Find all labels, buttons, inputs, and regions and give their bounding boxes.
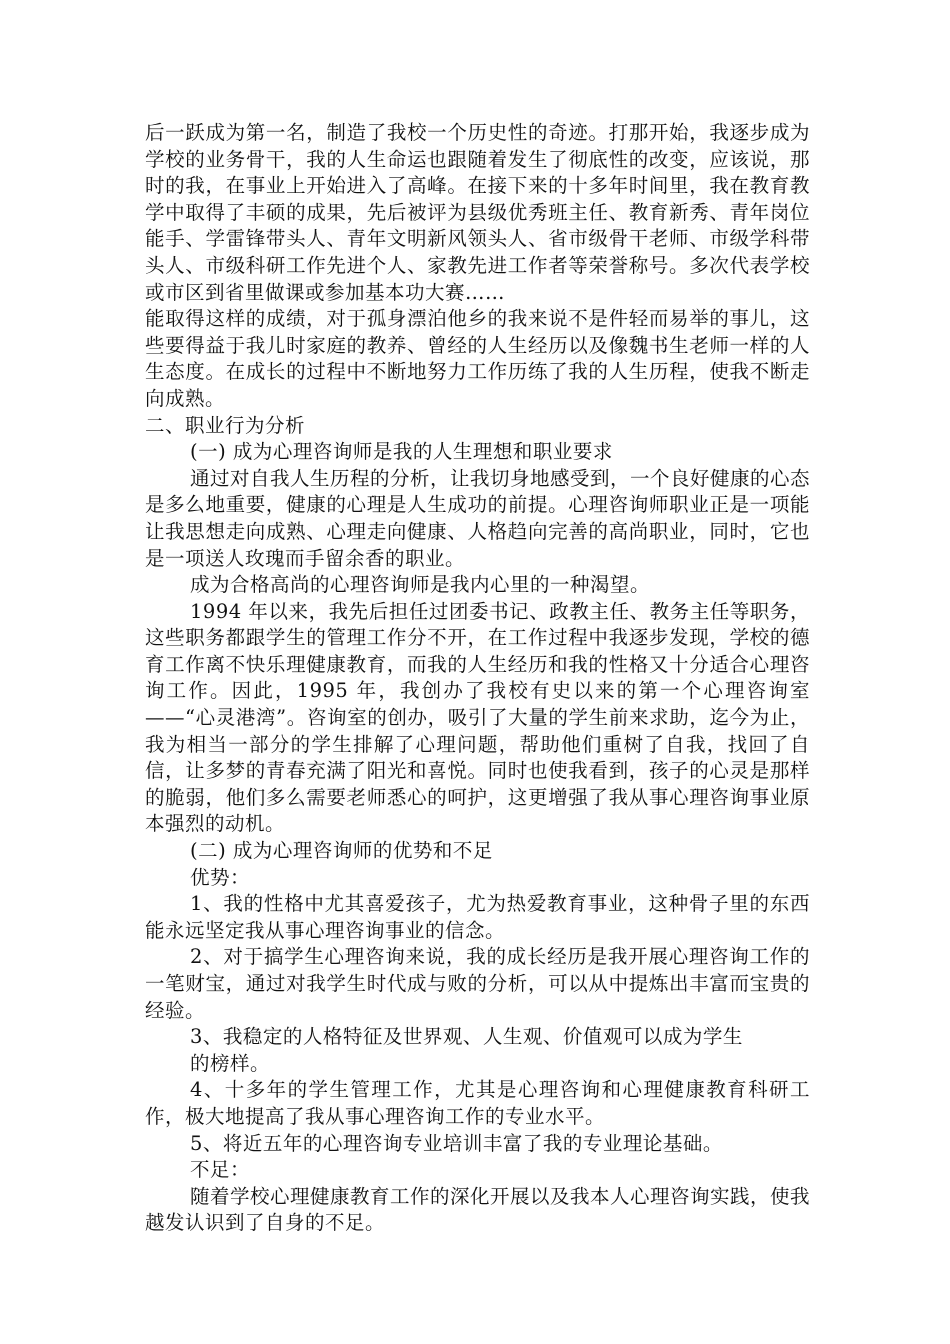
strength-item-3: 3、我稳定的人格特征及世界观、人生观、价值观可以成为学生 — [190, 1025, 743, 1049]
strength-item-2: 2、对于搞学生心理咨询来说，我的成长经历是我开展心理咨询工作的一笔财宝，通过对我学生时代成与败的分析，可以从中提炼出丰富而宝贵的经验。 — [145, 945, 810, 1022]
strength-item-3-continued: 的榜样。 — [190, 1051, 271, 1075]
paragraph-self-analysis: 通过对自我人生历程的分析，让我切身地感受到，一个良好健康的心态是多么地重要，健康的心理是人生成功的前提。心理咨询师职业正是一项能让我思想走向成熟、心理走向健康、人格趋向完善的高尚职业，同时，它也是一项送人玫瑰而手留余香的职业。 — [145, 466, 811, 570]
paragraph-reflection: 能取得这样的成绩，对于孤身漂泊他乡的我来说不是件轻而易举的事儿，这些要得益于我儿时家庭的教养、曾经的人生经历以及像魏书生老师一样的人生态度。在成长的过程中不断地努力工作历练了我的人生历程，使我不断走向成熟。 — [145, 307, 810, 410]
paragraph-aspiration: 成为合格高尚的心理咨询师是我内心里的一种渴望。 — [190, 573, 651, 597]
subsection-heading-2: (二) 成为心理咨询师的优势和不足 — [190, 839, 493, 863]
weaknesses-label: 不足： — [190, 1158, 251, 1182]
paragraph-weaknesses: 随着学校心理健康教育工作的深化开展以及我本人心理咨询实践，使我越发认识到了自身的不足。 — [145, 1184, 811, 1235]
section-heading: 二、职业行为分析 — [145, 413, 306, 437]
paragraph-achievements: 后一跃成为第一名，制造了我校一个历史性的奇迹。打那开始，我逐步成为学校的业务骨干，我的人生命运也跟随着发生了彻底性的改变，应该说，那时的我，在事业上开始进入了高峰。在接下来的十多年时间里，我在教育教学中取得了丰硕的成果，先后被评为县级优秀班主任、教育新秀、青年岗位能手、学雷锋带头人、青年文明新风领头人、省市级骨干老师、市级学科带头人、市级科研工作先进个人、家教先进工作者等荣誉称号。多次代表学校或市区到省里做课或参加基本功大赛…… — [145, 121, 810, 304]
strength-item-5: 5、将近五年的心理咨询专业培训丰富了我的专业理论基础。 — [190, 1131, 723, 1155]
paragraph-career-history: 1994 年以来，我先后担任过团委书记、政教主任、教务主任等职务，这些职务都跟学生的管理工作分不开，在工作过程中我逐步发现，学校的德育工作离不快乐理健康教育，而我的人生经历和我的性格又十分适合心理咨询工作。因此，1995 年，我创办了我校有史以来的第一个心理咨询室——“心灵港湾”。咨询室的创办，吸引了大量的学生前来求助，迄今为止，我为相当一部分的学生排解了心理问题，帮助他们重树了自我，找回了自信，让多梦的青春充满了阳光和喜悦。同时也使我看到，孩子的心灵是那样的脆弱，他们多么需要老师悉心的呵护，这更增强了我从事心理咨询事业原本强烈的动机。 — [145, 599, 810, 836]
document-page — [145, 120, 810, 1237]
strengths-label: 优势： — [190, 865, 251, 889]
strength-item-4: 4、十多年的学生管理工作，尤其是心理咨询和心理健康教育科研工作，极大地提高了我从事心理咨询工作的专业水平。 — [145, 1078, 810, 1128]
strength-item-1: 1、我的性格中尤其喜爱孩子，尤为热爱教育事业，这种骨子里的东西能永远坚定我从事心理咨询事业的信念。 — [145, 892, 810, 942]
subsection-heading-1: (一) 成为心理咨询师是我的人生理想和职业要求 — [190, 440, 613, 464]
